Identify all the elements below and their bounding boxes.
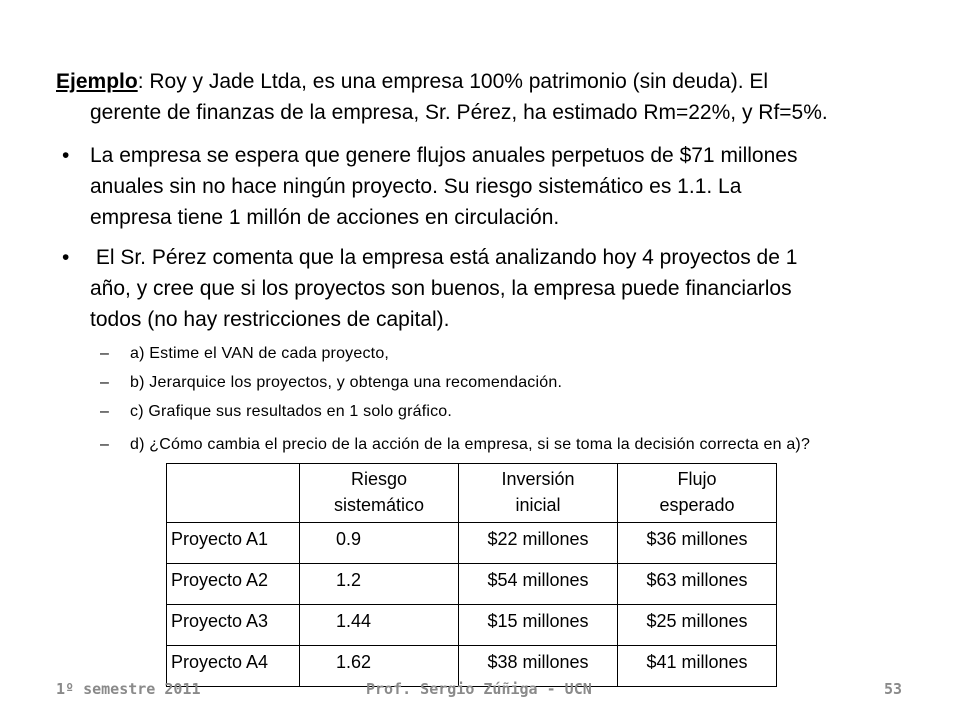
project-name-cell: Proyecto A3 <box>167 605 300 646</box>
inversion-cell: $54 millones <box>459 564 618 605</box>
bullet-icon: • <box>62 246 70 269</box>
footer-page-number: 53 <box>884 680 903 698</box>
dash-icon: – <box>100 345 110 362</box>
intro-paragraph <box>56 66 916 128</box>
projects-table <box>166 463 777 687</box>
sub-item <box>100 343 940 365</box>
empty-header-cell <box>167 464 300 523</box>
header-flujo <box>618 464 777 523</box>
intro-text-line1: : Roy y Jade Ltda, es una empresa 100% patrimonio (sin deuda). El <box>137 70 769 93</box>
intro-text-line2: gerente de finanzas de la empresa, Sr. Pérez, ha estimado Rm=22%, y Rf=5%. <box>90 101 828 124</box>
beta-cell: 1.62 <box>300 646 459 687</box>
bullet-line: todos (no hay restricciones de capital). <box>90 308 450 331</box>
flujo-cell: $25 millones <box>618 605 777 646</box>
bullet-line: anuales sin no hace ningún proyecto. Su riesgo sistemático es 1.1. La <box>90 175 742 198</box>
dash-icon: – <box>100 403 110 420</box>
header-line: esperado <box>659 495 735 515</box>
beta-cell: 1.44 <box>300 605 459 646</box>
inversion-cell: $15 millones <box>459 605 618 646</box>
header-line: inicial <box>515 495 561 515</box>
sub-item-text: a) Estime el VAN de cada proyecto, <box>130 345 390 362</box>
beta-cell: 1.2 <box>300 564 459 605</box>
sub-item <box>100 401 940 423</box>
sub-item-text: b) Jerarquice los proyectos, y obtenga una recomendación. <box>130 374 563 391</box>
header-riesgo <box>300 464 459 523</box>
bullet-line: empresa tiene 1 millón de acciones en circulación. <box>90 206 560 229</box>
inversion-cell: $22 millones <box>459 523 618 564</box>
header-line: sistemático <box>333 495 425 515</box>
table-row <box>167 605 777 646</box>
footer-author: Prof. Sergio Zúñiga - UCN <box>366 680 592 698</box>
bullet-line: El Sr. Pérez comenta que la empresa está analizando hoy 4 proyectos de 1 <box>90 246 798 269</box>
table-row <box>167 523 777 564</box>
dash-icon: – <box>100 436 110 453</box>
beta-cell: 0.9 <box>300 523 459 564</box>
intro-label: Ejemplo <box>56 70 138 93</box>
inversion-cell: $38 millones <box>459 646 618 687</box>
sub-item-text: c) Grafique sus resultados en 1 solo gráfico. <box>130 403 453 420</box>
flujo-cell: $63 millones <box>618 564 777 605</box>
flujo-cell: $36 millones <box>618 523 777 564</box>
header-line: Inversión <box>501 469 575 489</box>
header-line: Riesgo <box>350 469 408 489</box>
dash-icon: – <box>100 374 110 391</box>
table-header-row <box>167 464 777 523</box>
header-line: Flujo <box>677 469 717 489</box>
table-row <box>167 564 777 605</box>
footer-semester: 1º semestre 2011 <box>56 680 201 698</box>
project-name-cell: Proyecto A4 <box>167 646 300 687</box>
sub-item <box>100 372 940 394</box>
project-name-cell: Proyecto A1 <box>167 523 300 564</box>
bullet-item <box>56 242 916 335</box>
bullet-line: La empresa se espera que genere flujos anuales perpetuos de $71 millones <box>90 144 798 167</box>
sub-item <box>100 434 940 456</box>
bullet-item <box>56 140 916 233</box>
header-inversion <box>459 464 618 523</box>
bullet-line: año, y cree que si los proyectos son buenos, la empresa puede financiarlos <box>90 277 792 300</box>
bullet-icon: • <box>62 144 70 167</box>
sub-item-text: d) ¿Cómo cambia el precio de la acción de la empresa, si se toma la decisión correcta en a)? <box>130 436 811 453</box>
project-name-cell: Proyecto A2 <box>167 564 300 605</box>
flujo-cell: $41 millones <box>618 646 777 687</box>
